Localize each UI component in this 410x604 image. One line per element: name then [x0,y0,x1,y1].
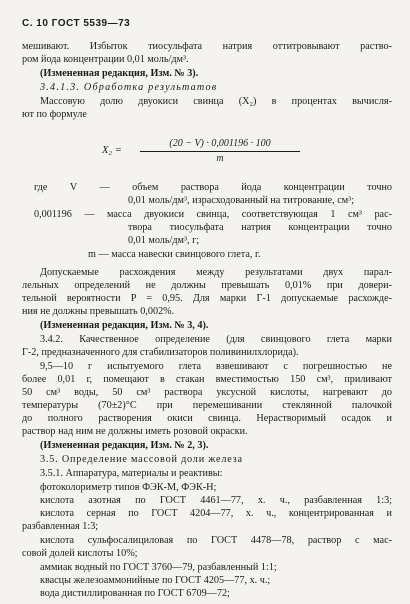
text-line: раствор над ним не должны иметь розовой окраски. [22,426,248,437]
text-line: до полного растворения окиси свинца. Нерастворимый осадок и [22,413,392,424]
list-item: совой долей кислоты 10%; [22,548,138,559]
section-heading: 3.4.1.3. Обработка результатов [40,82,218,93]
text-line: 9,5—10 г испытуемого глета взвешивают с погрешностью не [40,361,392,372]
amendment-note: (Измененная редакция, Изм. № 2, 3). [40,440,209,451]
list-item: разбавленная 1:3; [22,521,99,532]
text-line: Допускаемые расхождения между результатами двух парал- [40,267,392,278]
list-item: кислота серная по ГОСТ 4204—77, х. ч., концентрированная и [40,508,392,519]
text-line: температуры (70±2)°С при перемешивании стеклянной палочкой [22,400,392,411]
text-line: мешивают. Избыток тиосульфата натрия оттитровывают раство- [22,41,392,52]
section-heading: 3.5. Определение массовой доли железа [40,454,243,465]
text-line: ром йода концентрации 0,01 моль/дм³. [22,54,189,65]
text-line: Массовую долю двуокиси свинца (X₂) в процентах вычисля- [40,96,392,107]
page-header: С. 10 ГОСТ 5539—73 [22,18,131,29]
definition-line: 0,01 моль/дм³, израсходованный на титрование, см³; [128,195,355,206]
text-line: ния не должны превышать 0,002%. [22,306,175,317]
formula-denominator: m [216,153,224,164]
definition-line: твора тиосульфата натрия концентрации точно [128,222,392,233]
text-line: 50 см³ воды, 50 см³ раствора уксусной кислоты, нагревают до [22,387,392,398]
text-line: более 0,01 г, помещают в стакан вместимостью 150 см³, приливают [22,374,392,385]
list-item: квасцы железоаммонийные по ГОСТ 4205—77, х. ч.; [40,575,271,586]
text-line: ют по формуле [22,109,87,120]
formula-lhs: X₂ = [102,145,122,156]
list-item: кислота сульфосалициловая по ГОСТ 4478—78, раствор с мас- [40,535,392,546]
definition-line: m — масса навески свинцового глета, г. [88,249,261,260]
definition-line: 0,01 моль/дм³, г; [128,235,200,246]
text-line: тельной вероятности P = 0,95. Для марки Г-1 допускаемые расхожде- [22,293,392,304]
subsection-heading: 3.5.1. Аппаратура, материалы и реактивы: [40,468,223,479]
text-line: Г-2, предназначенного для стабилизаторов поливинилхлорида). [22,347,299,358]
amendment-note: (Измененная редакция, Изм. № 3, 4). [40,320,209,331]
fraction-bar [140,151,300,152]
formula-numerator: (20 − V) · 0,001196 · 100 [169,138,271,149]
definition-line: 0,001196 — масса двуокиси свинца, соответствующая 1 см³ рас- [34,209,392,220]
list-item: фотоколориметр типов ФЭК-М, ФЭК-Н; [40,482,217,493]
list-item: аммиак водный по ГОСТ 3760—79, разбавленный 1:1; [40,562,277,573]
amendment-note: (Измененная редакция, Изм. № 3). [40,68,199,79]
text-line: лельных определений не должны превышать 0,01% при довери- [22,280,392,291]
list-item: вода дистиллированная по ГОСТ 6709—72; [40,588,230,599]
definition-line: где V — объем раствора йода концентрации точно [34,182,392,193]
list-item: кислота азотная по ГОСТ 4461—77, х. ч., разбавленная 1:3; [40,495,392,506]
formula-fraction [140,138,300,164]
text-line: 3.4.2. Качественное определение (для свинцового глета марки [40,334,392,345]
